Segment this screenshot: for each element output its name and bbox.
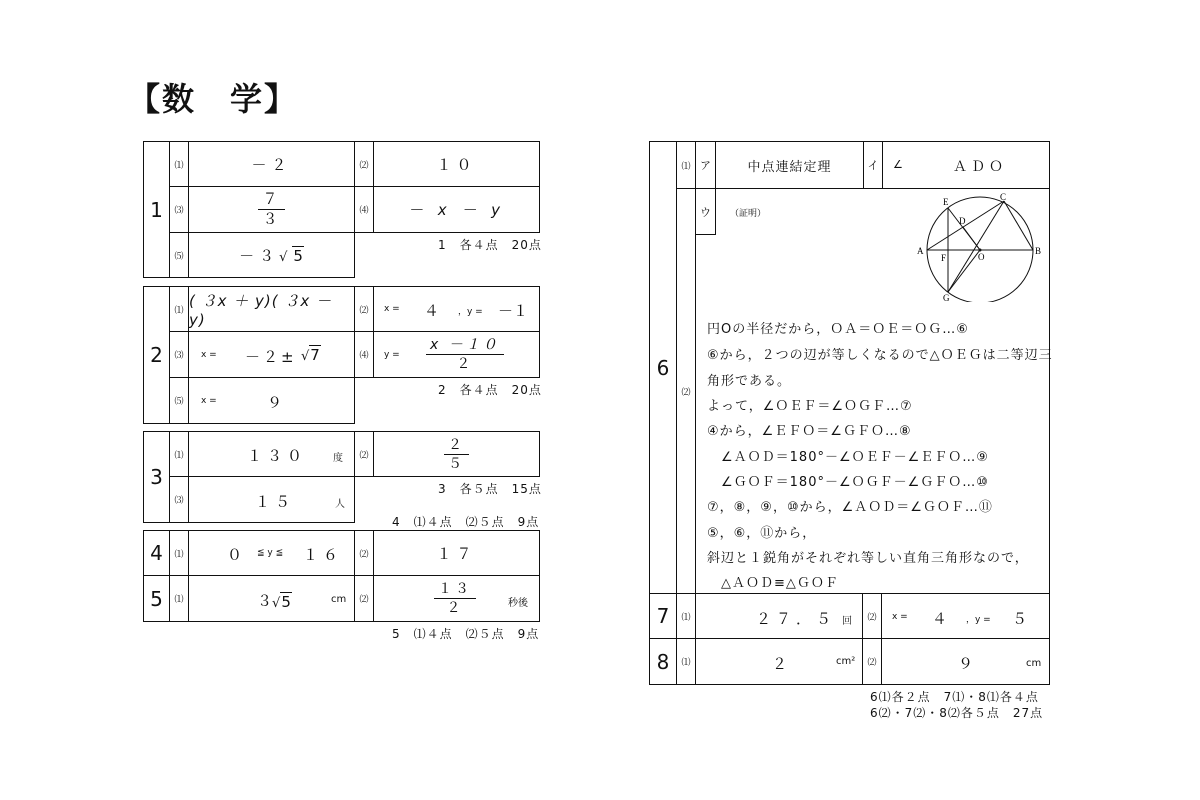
part-label: ⑵ — [354, 286, 374, 332]
answer-1-1: －２ — [188, 141, 355, 187]
proof-line: ∠ＧＯＦ＝180°－∠ＯＧＦ－∠ＧＦＯ…⑩ — [707, 475, 989, 490]
answer-2-3: x = －２± √ 7 — [188, 331, 355, 378]
fraction: x －１０ ２ — [426, 338, 504, 371]
answer-4-1: ０ ≦ y ≦ １６ — [188, 530, 355, 576]
proof-line: ∠ＡＯＤ＝180°－∠ＯＥＦ－∠ＥＦＯ…⑨ — [707, 450, 989, 465]
sqrt-symbol: ３ √ 5 — [257, 592, 291, 611]
proof-line: 角形である。 — [707, 374, 792, 389]
question-number: 6 — [649, 141, 677, 594]
part-label: ⑴ — [676, 638, 696, 685]
answer-2-2: x = ４ ，y = －１ — [373, 286, 540, 332]
part-label: ⑴ — [169, 575, 189, 622]
part-label: ⑶ — [169, 331, 189, 378]
part-label: ⑵ — [354, 575, 374, 622]
answer-6-1-a: 中点連結定理 — [715, 141, 864, 189]
point-label: B — [1035, 246, 1042, 256]
part-label: ⑸ — [169, 232, 189, 278]
part-label: ⑴ — [169, 431, 189, 477]
part-label: ⑶ — [169, 476, 189, 523]
answer-6-1-i: ∠ ＡＤＯ — [882, 141, 1050, 189]
score-note: 4 ⑴４点 ⑵５点 9点 — [392, 515, 540, 529]
point-label: E — [943, 197, 949, 207]
question-number: 8 — [649, 638, 677, 685]
answer-7-2: x = ４ ，y = ５ — [881, 593, 1050, 639]
part-label: ⑵ — [862, 593, 882, 639]
answer-7-1: ２７．５ 回 — [695, 593, 863, 639]
point-label: A — [917, 246, 924, 256]
question-number: 3 — [143, 431, 170, 523]
answer-4-2: １７ — [373, 530, 540, 576]
answer-1-4: － x － y — [373, 186, 540, 233]
score-note: 5 ⑴４点 ⑵５点 9点 — [392, 627, 540, 641]
answer-2-1: ( ３x ＋ y)( ３x － y) — [188, 286, 355, 332]
point-label: O — [978, 252, 985, 262]
proof-line: △ＡＯＤ≡△ＧＯＦ — [707, 576, 839, 591]
point-label: F — [941, 253, 947, 263]
sqrt-symbol: √ 7 — [301, 346, 320, 364]
sub-part-label: イ — [863, 141, 883, 189]
part-label: ⑷ — [354, 186, 374, 233]
answer-3-3: １５ 人 — [188, 476, 355, 523]
answer-5-2: １３ ２ 秒後 — [373, 575, 540, 622]
question-number: 2 — [143, 286, 170, 424]
point-label: D — [959, 216, 966, 226]
answer-8-2: ９ cm — [881, 638, 1050, 685]
part-label: ⑵ — [354, 530, 374, 576]
part-label: ⑴ — [169, 530, 189, 576]
part-label: ⑴ — [169, 141, 189, 187]
part-label: ⑵ — [354, 141, 374, 187]
answer-5-1: ３ √ 5 cm — [188, 575, 355, 622]
fraction: １３ ２ — [434, 582, 476, 615]
question-number: 7 — [649, 593, 677, 639]
question-number: 1 — [143, 141, 170, 278]
answer-3-1: １３０ 度 — [188, 431, 355, 477]
part-label: ⑴ — [169, 286, 189, 332]
answer-2-5: x = ９ — [188, 377, 355, 424]
proof-line: 円Oの半径だから，ＯＡ＝ＯＥ＝ＯＧ…⑥ — [707, 322, 969, 337]
part-label: ⑶ — [169, 186, 189, 233]
score-note: 3 各５点 15点 — [438, 482, 542, 496]
page-title: 【数 学】 — [128, 80, 299, 118]
answer-1-5: －３ √ 5 — [188, 232, 355, 278]
score-note: 1 各４点 20点 — [438, 238, 542, 252]
part-label: ⑵ — [676, 188, 696, 594]
sqrt-symbol: √ 5 — [279, 246, 303, 265]
proof-line: ⑥から，２つの辺が等しくなるので△ＯＥＧは二等辺三 — [707, 348, 1053, 363]
part-label: ⑴ — [676, 141, 696, 189]
fraction: $\frac{2}{5}$ — [444, 438, 469, 471]
sub-part-label: ア — [695, 141, 716, 189]
proof-line: 斜辺と１鋭角がそれぞれ等しい直角三角形なので， — [707, 551, 1029, 566]
part-label: ⑸ — [169, 377, 189, 424]
question-number: 5 — [143, 575, 170, 622]
proof-line: ④から，∠ＥＦＯ＝∠ＧＦＯ…⑧ — [707, 424, 912, 439]
point-label: G — [943, 293, 950, 302]
answer-3-2 — [373, 431, 540, 477]
part-label: ⑵ — [862, 638, 882, 685]
answer-2-4: y = x －１０ ２ — [373, 331, 540, 378]
sub-part-label: ウ — [695, 188, 716, 235]
point-label: C — [1000, 192, 1007, 202]
proof-line: ⑦，⑧，⑨，⑩から，∠ＡＯＤ＝∠ＧＯＦ…⑪ — [707, 500, 993, 515]
geometry-figure — [912, 190, 1046, 302]
answer-1-2: １０ — [373, 141, 540, 187]
proof-label: （証明） — [730, 209, 767, 219]
answer-1-3 — [188, 186, 355, 233]
question-number: 4 — [143, 530, 170, 576]
score-note: 2 各４点 20点 — [438, 383, 542, 397]
proof-line: ⑤，⑥，⑪から， — [707, 526, 817, 541]
score-note: 6⑴各２点 7⑴・8⑴各４点 — [870, 690, 1039, 704]
part-label: ⑵ — [354, 431, 374, 477]
answer-8-1: ２ cm² — [695, 638, 863, 685]
part-label: ⑴ — [676, 593, 696, 639]
proof-line: よって，∠ＯＥＦ＝∠ＯＧＦ…⑦ — [707, 399, 913, 414]
part-label: ⑷ — [354, 331, 374, 378]
fraction: $\frac{7}{3}$ — [258, 192, 284, 227]
score-note: 6⑵・7⑵・8⑵各５点 27点 — [870, 706, 1044, 720]
